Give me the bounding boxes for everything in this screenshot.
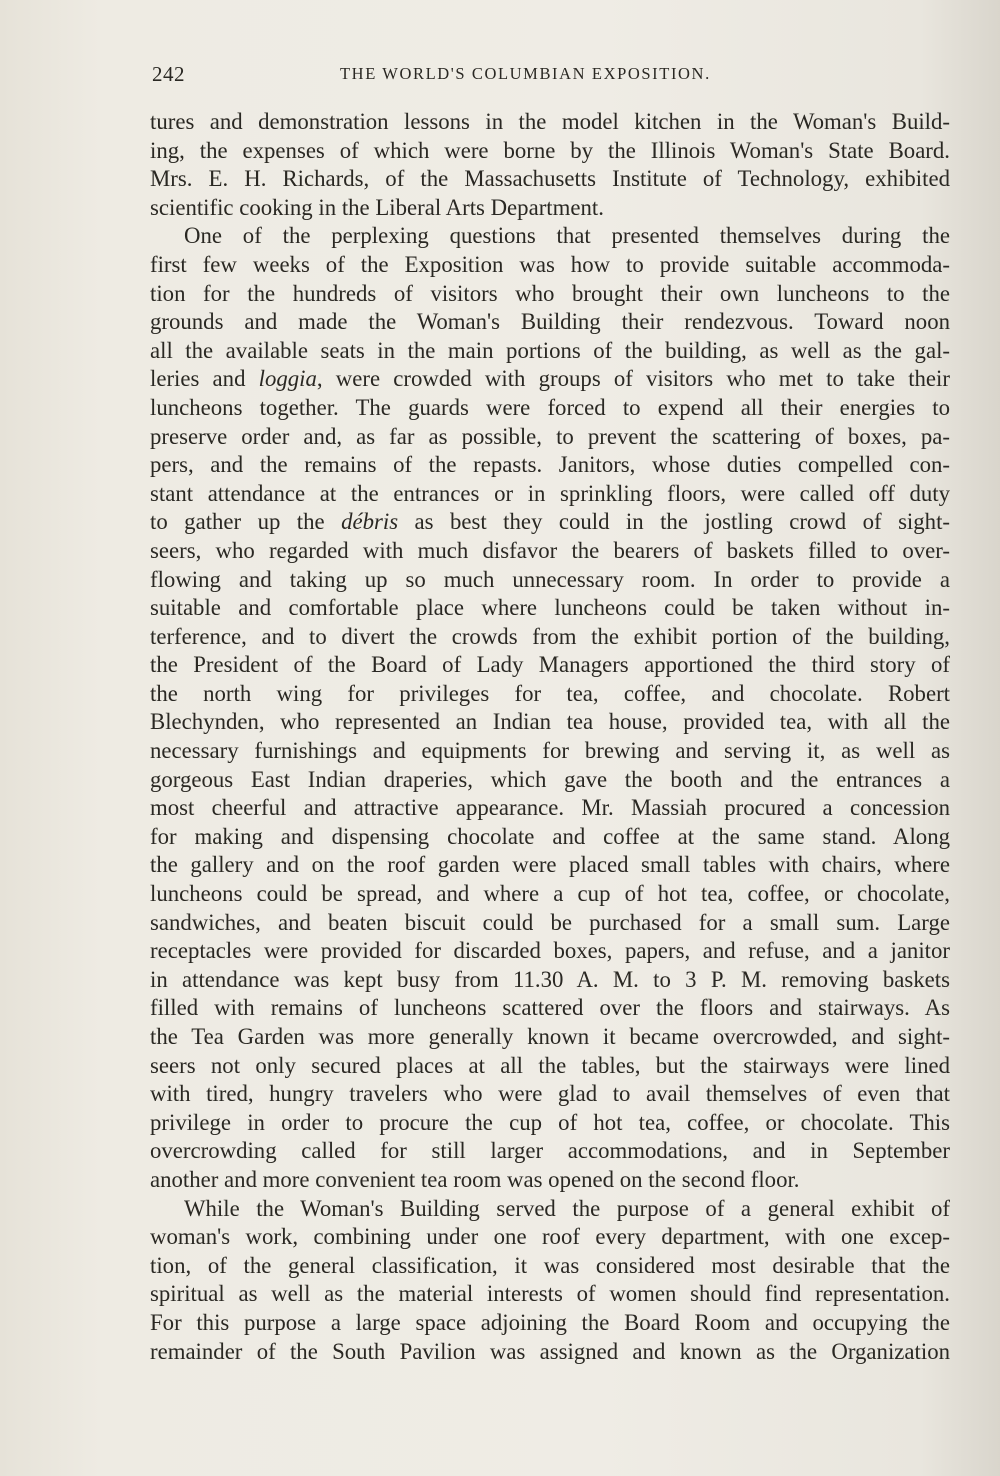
text-line: terference, and to divert the crowds from the exhibit portion of the building, (150, 623, 950, 649)
text-line: to gather up the débris as best they could in the jostling crowd of sight- (150, 509, 950, 535)
text-line: luncheons together. The guards were forced to expend all their energies to (150, 394, 950, 420)
italic-word: débris (341, 509, 399, 535)
text-line: most cheerful and attractive appearance. Mr. Massiah procured a concession (150, 795, 950, 821)
text-line: the north wing for privileges for tea, coffee, and chocolate. Robert (150, 680, 950, 706)
page-number: 242 (152, 62, 185, 86)
text-line: privilege in order to procure the cup of hot tea, coffee, or chocolate. This (150, 1109, 950, 1135)
text-line: overcrowding called for still larger accommodations, and in September (150, 1138, 950, 1164)
text-line: flowing and taking up so much unnecessary room. In order to provide a (150, 566, 950, 592)
text-line: seers, who regarded with much disfavor the bearers of baskets filled to over- (150, 537, 950, 563)
text-line: Mrs. E. H. Richards, of the Massachusetts Institute of Technology, exhibited (150, 166, 950, 192)
text-line: another and more convenient tea room was opened on the second floor. (150, 1166, 800, 1192)
italic-word: loggia (258, 366, 317, 392)
text-line: in attendance was kept busy from 11.30 A. M. to 3 P. M. removing baskets (150, 966, 950, 992)
running-head: THE WORLD'S COLUMBIAN EXPOSITION. (340, 64, 711, 83)
text-line: filled with remains of luncheons scattered over the floors and stairways. As (150, 995, 950, 1021)
text-line: all the available seats in the main portions of the building, as well as the gal- (150, 337, 950, 363)
text-line: tures and demonstration lessons in the model kitchen in the Woman's Build- (150, 109, 950, 134)
text-line: the President of the Board of Lady Managers apportioned the third story of (150, 652, 950, 678)
text-line: with tired, hungry travelers who were glad to avail themselves of even that (150, 1081, 950, 1107)
text-line: tion for the hundreds of visitors who brought their own luncheons to the (150, 280, 950, 306)
text-line: the gallery and on the roof garden were placed small tables with chairs, where (150, 852, 950, 878)
text-line: necessary furnishings and equipments for brewing and serving it, as well as (150, 738, 950, 764)
text-line: remainder of the South Pavilion was assigned and known as the Organization (150, 1338, 950, 1364)
page-header (150, 62, 950, 92)
text-line: preserve order and, as far as possible, to prevent the scattering of boxes, pa- (150, 423, 950, 449)
text-line: While the Woman's Building served the purpose of a general exhibit of (184, 1195, 950, 1221)
text-line: spiritual as well as the material interests of women should find representation. (150, 1281, 950, 1307)
text-line: pers, and the remains of the repasts. Janitors, whose duties compelled con- (150, 452, 950, 478)
text-line: grounds and made the Woman's Building their rendezvous. Toward noon (150, 309, 950, 335)
text-line: ing, the expenses of which were borne by the Illinois Woman's State Board. (150, 137, 950, 163)
text-line: the Tea Garden was more generally known it became overcrowded, and sight- (150, 1024, 950, 1049)
text-line: sandwiches, and beaten biscuit could be purchased for a small sum. Large (150, 909, 950, 935)
text-line: For this purpose a large space adjoining the Board Room and occupying the (150, 1309, 950, 1335)
text-line: suitable and comfortable place where luncheons could be taken without in- (150, 595, 950, 621)
text-line: stant attendance at the entrances or in sprinkling floors, were called off duty (150, 480, 950, 506)
text-line: seers not only secured places at all the tables, but the stairways were lined (150, 1052, 950, 1078)
text-line: leries and loggia, were crowded with groups of visitors who met to take their (150, 366, 950, 392)
text-line: gorgeous East Indian draperies, which gave the booth and the entrances a (150, 766, 950, 792)
text-line: for making and dispensing chocolate and coffee at the same stand. Along (150, 823, 950, 849)
body-text (150, 108, 950, 1366)
text-line: tion, of the general classification, it was considered most desirable that the (150, 1252, 950, 1278)
text-line: scientific cooking in the Liberal Arts Department. (150, 194, 604, 220)
text-line: One of the perplexing questions that presented themselves during the (184, 223, 950, 249)
text-line: luncheons could be spread, and where a cup of hot tea, coffee, or chocolate, (150, 881, 950, 907)
text-line: Blechynden, who represented an Indian tea house, provided tea, with all the (150, 709, 950, 735)
text-line: woman's work, combining under one roof every department, with one excep- (150, 1224, 950, 1250)
text-line: receptacles were provided for discarded boxes, papers, and refuse, and a janitor (150, 938, 950, 964)
text-line: first few weeks of the Exposition was how to provide suitable accommoda- (150, 251, 950, 277)
